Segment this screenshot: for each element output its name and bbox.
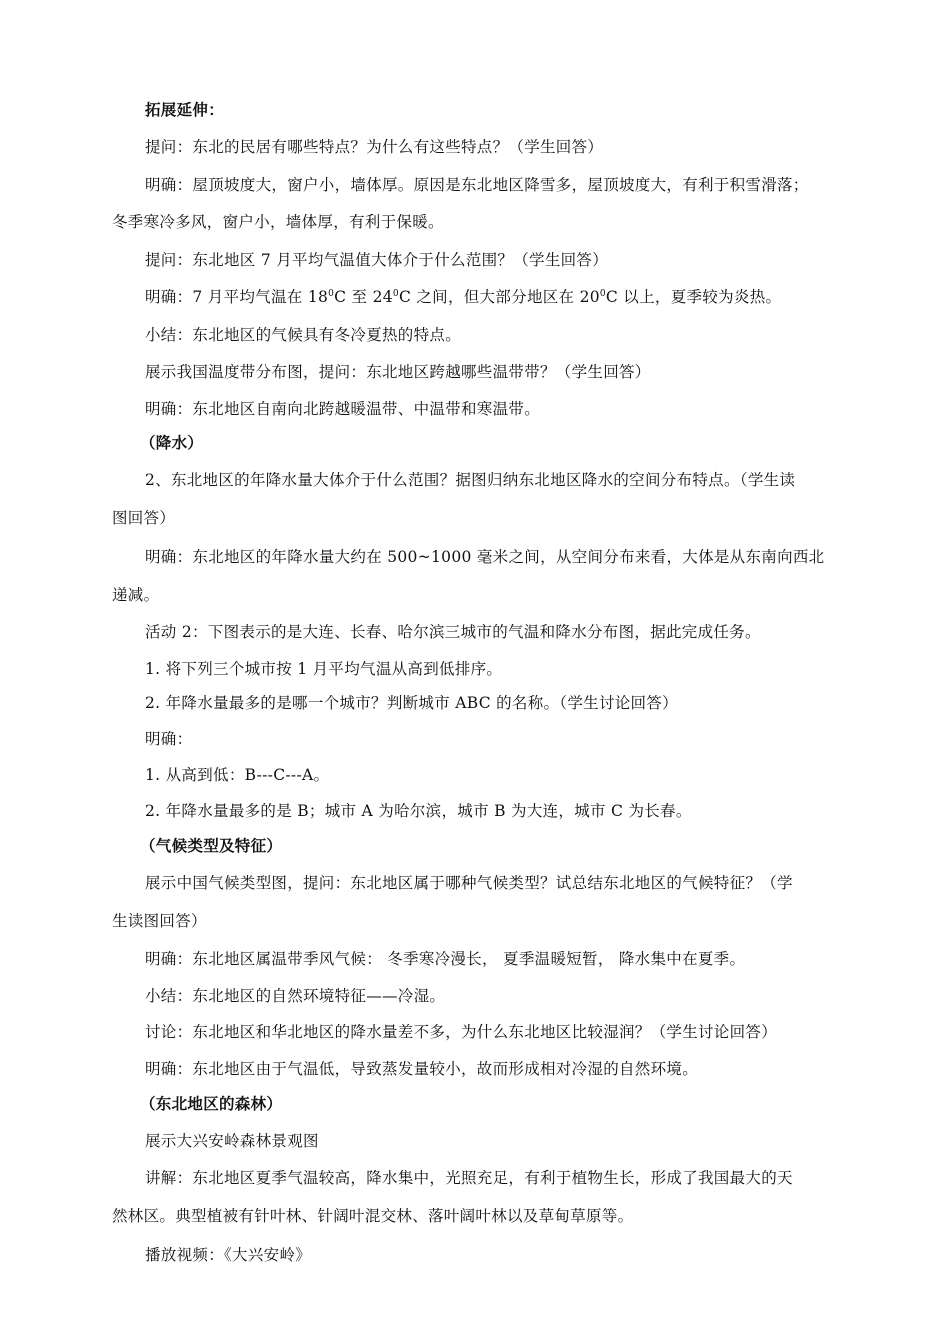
paragraph-line: 明确：东北地区的年降水量大约在 500~1000 毫米之间，从空间分布来看，大体是从东南向西北	[145, 548, 825, 566]
paragraph-line: 2、东北地区的年降水量大体介于什么范围？据图归纳东北地区降水的空间分布特点。（学生读	[145, 471, 796, 489]
section-heading-climate: （气候类型及特征）	[140, 836, 283, 855]
paragraph-line: 播放视频：《大兴安岭》	[145, 1246, 312, 1264]
paragraph-line: 讲解：东北地区夏季气温较高，降水集中，光照充足，有利于植物生长，形成了我国最大的天	[145, 1169, 793, 1187]
paragraph-line: 展示我国温度带分布图，提问：东北地区跨越哪些温带带？（学生回答）	[145, 363, 651, 381]
paragraph-line: 活动 2：下图表示的是大连、长春、哈尔滨三城市的气温和降水分布图，据此完成任务。	[145, 623, 761, 641]
paragraph-line: 明确：东北地区属温带季风气候： 冬季寒冷漫长， 夏季温暖短暂， 降水集中在夏季。	[145, 950, 746, 968]
section-heading-precipitation: （降水）	[140, 433, 204, 452]
list-item: 2. 年降水量最多的是 B；城市 A 为哈尔滨，城市 B 为大连，城市 C 为长春。	[145, 802, 692, 820]
paragraph-line: 图回答）	[112, 509, 176, 527]
paragraph-line: 小结：东北地区的气候具有冬冷夏热的特点。	[145, 326, 462, 344]
paragraph-line: 冬季寒冷多风，窗户小，墙体厚，有利于保暖。	[112, 213, 444, 231]
section-heading-forest: （东北地区的森林）	[140, 1094, 283, 1113]
list-item: 1. 将下列三个城市按 1 月平均气温从高到低排序。	[145, 660, 503, 678]
paragraph-line: 明确：东北地区由于气温低，导致蒸发量较小，故而形成相对冷湿的自然环境。	[145, 1060, 699, 1078]
section-heading-extension: 拓展延伸：	[145, 100, 225, 119]
paragraph-line: 小结：东北地区的自然环境特征——冷湿。	[145, 987, 446, 1005]
paragraph-line: 展示大兴安岭森林景观图	[145, 1132, 319, 1150]
list-item: 2. 年降水量最多的是哪一个城市？判断城市 ABC 的名称。（学生讨论回答）	[145, 694, 678, 712]
paragraph-line: 生读图回答）	[112, 912, 207, 930]
paragraph-line: 展示中国气候类型图，提问：东北地区属于哪种气候类型？试总结东北地区的气候特征？（学	[145, 874, 793, 892]
paragraph-line: 讨论：东北地区和华北地区的降水量差不多，为什么东北地区比较湿润？（学生讨论回答）	[145, 1023, 778, 1041]
paragraph-line-temperature: 明确：7 月平均气温在 $18^0C$ 至 $24^0C$ 之间，但大部分地区在 $20^0C$ 以上，夏季较为炎热。	[145, 288, 782, 306]
paragraph-line: 提问：东北的民居有哪些特点？为什么有这些特点？（学生回答）	[145, 138, 604, 156]
paragraph-line: 明确：东北地区自南向北跨越暖温带、中温带和寒温带。	[145, 400, 541, 418]
paragraph-line: 提问：东北地区 7 月平均气温值大体介于什么范围？（学生回答）	[145, 251, 609, 269]
list-item: 1. 从高到低：B---C---A。	[145, 766, 330, 784]
paragraph-line: 递减。	[112, 586, 160, 604]
paragraph-line: 明确：	[145, 730, 193, 748]
paragraph-line: 然林区。典型植被有针叶林、针阔叶混交林、落叶阔叶林以及草甸草原等。	[112, 1207, 634, 1225]
paragraph-line: 明确：屋顶坡度大，窗户小，墙体厚。原因是东北地区降雪多，屋顶坡度大，有利于积雪滑落；	[145, 176, 809, 194]
